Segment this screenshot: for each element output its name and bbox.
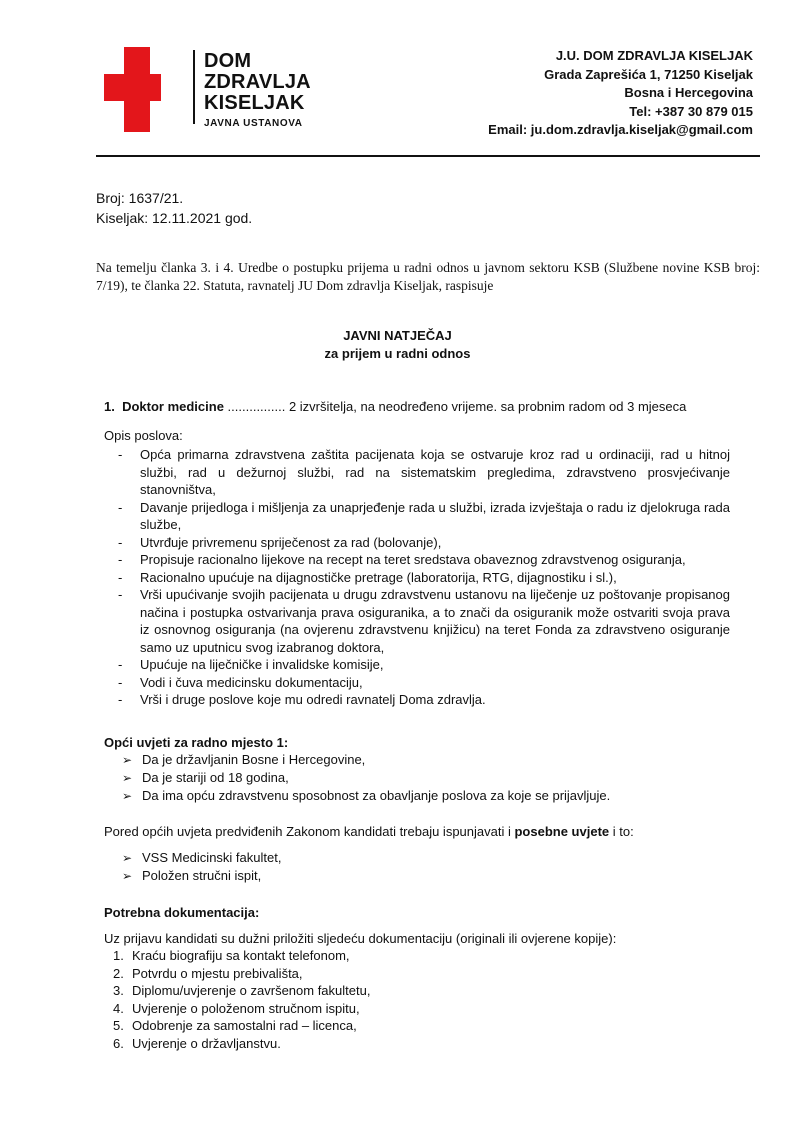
document-title: JAVNI NATJEČAJ za prijem u radni odnos xyxy=(324,328,471,361)
documentation-list xyxy=(113,947,370,1052)
list-item: 5. Odobrenje za samostalni rad – licenca, xyxy=(113,1018,357,1033)
reference-date: Kiseljak: 12.11.2021 god. xyxy=(96,210,253,226)
org-email: Email: ju.dom.zdravlja.kiseljak@gmail.com xyxy=(488,122,753,137)
position-name: Doktor medicine xyxy=(122,399,224,414)
list-item: ➢ VSS Medicinski fakultet, xyxy=(122,849,281,867)
org-name: J.U. DOM ZDRAVLJA KISELJAK xyxy=(555,48,753,63)
list-item: ➢ Da je stariji od 18 godina, xyxy=(122,769,610,787)
list-item: - Upućuje na liječničke i invalidske komisije, xyxy=(118,656,730,674)
list-item: - Vrši i druge poslove koje mu odredi ravnatelj Doma zdravlja. xyxy=(118,691,730,709)
intro-paragraph: Na temelju članka 3. i 4. Uredbe o postupku prijema u radni odnos u javnom sektoru KSB (Službene novine KSB broj: 7/19), te članka 22. Statuta, ravnatelj JU Dom zdravlja Kiseljak, raspisuje xyxy=(96,260,760,293)
duties-list xyxy=(118,446,730,709)
documentation-heading: Potrebna dokumentacija: xyxy=(104,905,260,920)
list-item: ➢ Da je državljanin Bosne i Hercegovine, xyxy=(122,751,610,769)
list-item: - Vrši upućivanje svojih pacijenata u drugu zdravstvenu ustanovu na liječenje uz poštovanje propisanog načina i postupka ostvarivanja prava osiguranika, a to znači da osiguranik može ostvariti svoja prava iz osnovnog osiguranja (na ovjerenu zdravstvenu knjižicu) na teret Fonda za zdravstveno osiguranje samo uz uputnicu svog izabranog doktora, xyxy=(118,586,730,656)
list-item: 6. Uvjerenje o državljanstvu. xyxy=(113,1035,281,1051)
logo-wordmark: DOM ZDRAVLJA KISELJAK xyxy=(204,50,311,114)
list-item: ➢ Položen stručni ispit, xyxy=(122,867,281,885)
special-conditions-list xyxy=(122,849,281,885)
position-details: ................ 2 izvršitelja, na neodređeno vrijeme. sa probnim radom od 3 mjeseca xyxy=(223,399,687,414)
position-heading: 1. Doktor medicine ................ 2 izvršitelja, na neodređeno vrijeme. sa probnim radom od 3 mjeseca xyxy=(104,399,687,414)
organization-info xyxy=(488,47,753,140)
list-item: - Opća primarna zdravstvena zaštita pacijenata koja se ostvaruje kroz rad u ordinaciji, rad u hitnoj službi, rad u dežurnoj službi, rad na sistematskim pregledima, zdravstveno prosvjećivanje stanovništva, xyxy=(118,446,730,499)
general-conditions-heading: Opći uvjeti za radno mjesto 1: xyxy=(104,735,289,750)
special-conditions-intro: Pored općih uvjeta predviđenih Zakonom kandidati trebaju ispunjavati i posebne uvjete i to: xyxy=(104,824,634,839)
org-address: Grada Zaprešića 1, 71250 Kiseljak xyxy=(544,66,753,82)
general-conditions-list xyxy=(122,751,610,805)
list-item: - Davanje prijedloga i mišljenja za unaprjeđenje rada u službi, izrada izvještaja o radu iz djelokruga rada službe, xyxy=(118,499,730,534)
reference-number: Broj: 1637/21. xyxy=(96,190,184,206)
logo-divider xyxy=(193,50,195,124)
list-item: ➢ Da ima opću zdravstvenu sposobnost za obavljanje poslova za koje se prijavljuje. xyxy=(122,787,610,805)
list-item: - Vodi i čuva medicinsku dokumentaciju, xyxy=(118,674,730,692)
list-item: - Utvrđuje privremenu spriječenost za rad (bolovanje), xyxy=(118,534,730,552)
duties-label: Opis poslova: xyxy=(104,428,183,443)
header-rule xyxy=(96,155,760,157)
org-phone: Tel: +387 30 879 015 xyxy=(629,103,753,119)
list-item: - Propisuje racionalno lijekove na recept na teret sredstava obaveznog zdravstvenog osiguranja, xyxy=(118,551,730,569)
reference-block xyxy=(96,188,252,228)
list-item: - Racionalno upućuje na dijagnostičke pretrage (laboratorija, RTG, dijagnostiku i sl.), xyxy=(118,569,730,587)
org-country: Bosna i Hercegovina xyxy=(624,85,753,100)
list-item: 2. Potvrdu o mjestu prebivališta, xyxy=(113,965,303,981)
red-cross-logo xyxy=(104,47,161,132)
list-item: 1. Kraću biografiju sa kontakt telefonom, xyxy=(113,948,350,963)
logo-subtitle: JAVNA USTANOVA xyxy=(204,118,303,129)
list-item: 3. Diplomu/uvjerenje o završenom fakultetu, xyxy=(113,983,371,998)
list-item: 4. Uvjerenje o položenom stručnom ispitu, xyxy=(113,1000,360,1016)
documentation-intro: Uz prijavu kandidati su dužni priložiti sljedeću dokumentaciju (originali ili ovjerene kopije): xyxy=(104,931,617,946)
